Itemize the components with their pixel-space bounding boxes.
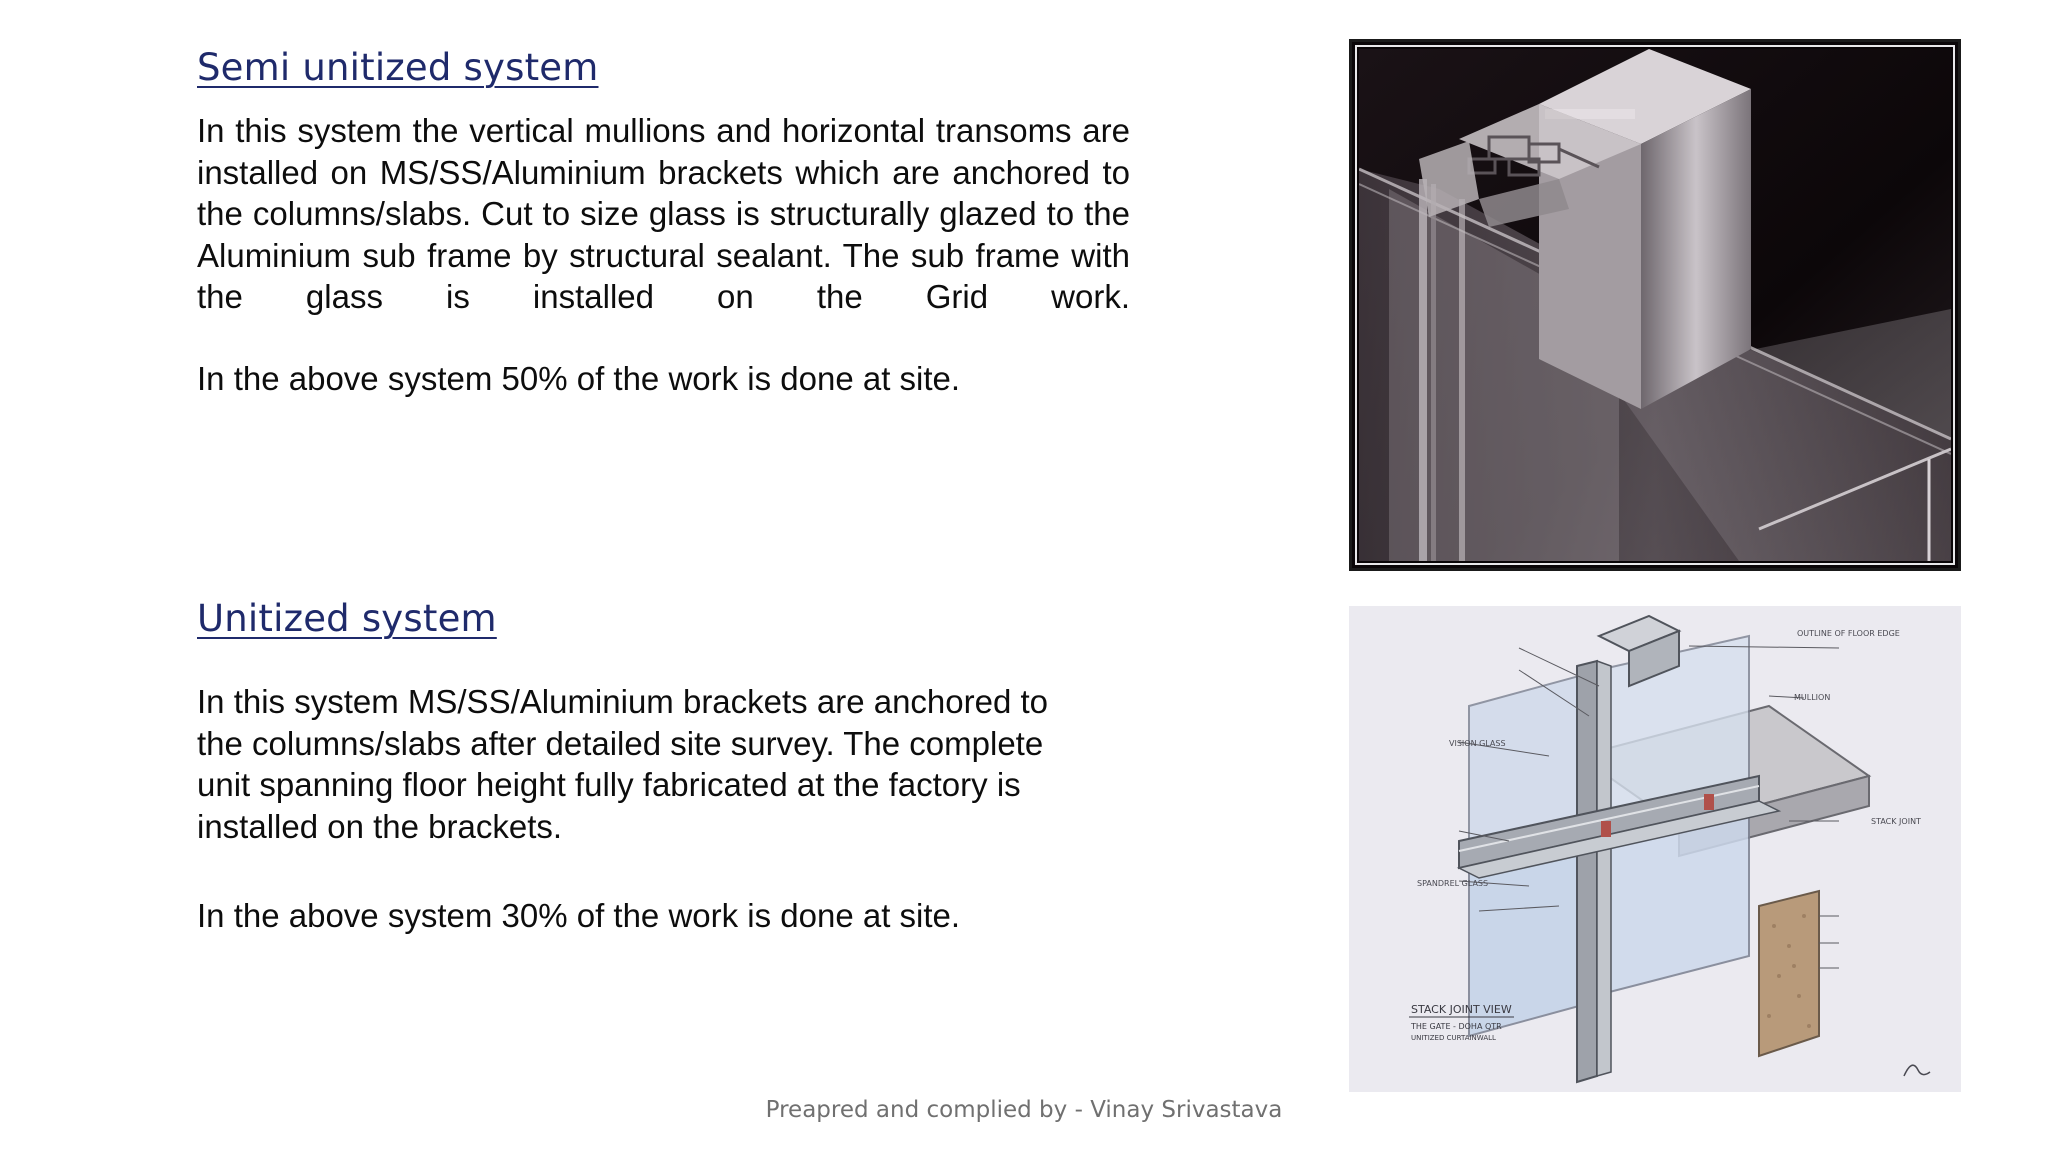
unitized-description-line: installed on the brackets. xyxy=(197,807,563,845)
vision-glass-label: VISION GLASS xyxy=(1449,739,1506,748)
semi-unitized-heading: Semi unitized system xyxy=(197,46,599,89)
footer-credit: Preapred and complied by - Vinay Srivastava xyxy=(765,1097,1283,1123)
semi-unitized-site-work-note: In the above system 50% of the work is done at site. xyxy=(197,360,961,397)
unitized-heading: Unitized system xyxy=(197,597,497,640)
drawing-caption-title: STACK JOINT VIEW xyxy=(1411,1003,1512,1016)
unitized-description-line: unit spanning floor height fully fabricated at the factory is xyxy=(197,766,1021,803)
semi-unitized-description: In this system the vertical mullions and horizontal transoms are installed on MS/SS/Aluminium brackets which are anchored to the columns/slabs. Cut to size glass is structurally glazed to the Aluminium sub frame by structural sealant. The sub frame with the glass is installed on the Grid work. xyxy=(197,112,1130,315)
mullion-label: MULLION xyxy=(1794,693,1831,702)
drawing-caption-type: UNITIZED CURTAINWALL xyxy=(1411,1034,1496,1042)
unitized-stack-joint-drawing xyxy=(1349,606,1961,1092)
unitized-site-work-note: In the above system 30% of the work is done at site. xyxy=(197,897,961,934)
unitized-description-line: the columns/slabs after detailed site survey. The complete xyxy=(197,724,1044,762)
spandrel-glass-label: SPANDREL GLASS xyxy=(1417,879,1489,888)
unitized-description xyxy=(197,681,1157,847)
stack-joint-sketch xyxy=(1349,606,1961,1092)
unitized-description-line: In this system MS/SS/Aluminium brackets are anchored to xyxy=(197,683,1049,720)
drawing-caption-project: THE GATE - DOHA QTR xyxy=(1411,1022,1502,1031)
outline-floor-label: OUTLINE OF FLOOR EDGE xyxy=(1797,629,1900,638)
stack-joint-label: STACK JOINT xyxy=(1871,817,1921,826)
semi-unitized-profile-photo xyxy=(1349,39,1961,571)
aluminium-profile-glass-illustration xyxy=(1359,49,1951,561)
